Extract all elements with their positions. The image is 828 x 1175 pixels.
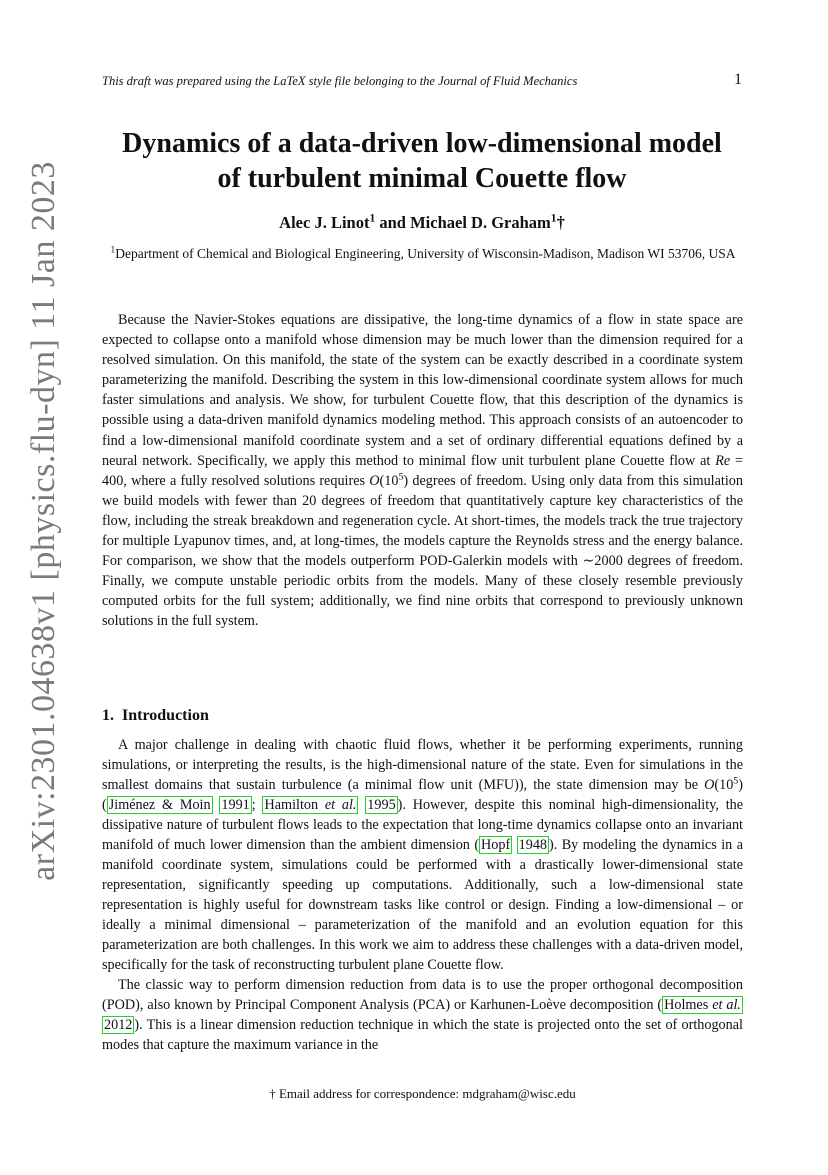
citation-holmes-author: Holmes [664,997,713,1013]
author-graham: Michael D. Graham [410,213,551,232]
intro-cite-open: ( [102,797,107,813]
citation-hamilton-name[interactable] [262,796,358,814]
intro-p2-part-b: ). This is a linear dimension reduction technique in which the state is projected onto the set of orthogonal modes that capture the maximum variance in the [102,1017,743,1053]
abstract [102,310,743,632]
citation-holmes-year[interactable]: 2012 [104,1017,133,1033]
citation-jimenez-moin-year[interactable]: 1991 [221,797,250,813]
citation-holmes-name[interactable] [662,996,743,1014]
paper-title [92,126,752,196]
author-list [92,213,752,233]
abstract-re-value: = 400, where a fully resolved solutions requires [102,452,743,489]
intro-p1-part-c: ). By modeling the dynamics in a manifold coordinate system, simulations could be performed with a drastically lower-dimensional state representation, significantly speeding up computations. Additionally, such a low-dimensional state representation is highly useful for downstream tasks like control or design. Finding a low-dimensional – or ideally a minimal dimensional – parameterization of the manifold and an evolution equation for this parameterization are both challenges. In this work we aim to address these challenges with a data-driven model, specifically for the task of reconstructing turbulent plane Couette flow. [102,837,743,973]
title-line-1: Dynamics of a data-driven low-dimensional model [122,128,722,159]
intro-p1-part-a: A major challenge in dealing with chaotic fluid flows, whether it be performing experiments, running simulations, or interpreting the results, is the high-dimensional nature of the state. Even for simulations in the smallest domains that sustain turbulence (a minimal flow unit (MFU)), the state dimension may be [102,737,743,793]
intro-order-close: ) [738,777,743,793]
author-graham-affil: 1 [550,212,557,225]
citation-hamilton-year[interactable]: 1995 [367,797,396,813]
intro-p2-part-a: The classic way to perform dimension reduction from data is to use the proper orthogonal decomposition (POD), also known by Principal Component Analysis (PCA) or Karhunen-Loève decomposition ( [102,977,743,1013]
intro-p1-part-b: ). However, despite this nominal high-dimensionality, the dissipative nature of turbulent flows leads to the expectation that long-time dynamics collapse onto an invariant manifold of much lower dimension than the ambient dimension ( [102,797,744,853]
title-line-2: of turbulent minimal Couette flow [217,163,627,194]
abstract-order-symbol: O [369,472,380,489]
section-heading-introduction [102,707,209,725]
citation-holmes-etal: et al. [712,997,741,1013]
citation-hamilton-etal: et al. [324,797,357,813]
intro-cite-separator: ; [251,797,263,813]
author-separator: and [375,213,411,232]
citation-jimenez-moin-name[interactable]: Jiménez & Moin [108,797,211,813]
author-linot: Alec J. Linot [279,213,370,232]
citation-hopf-year[interactable]: 1948 [518,837,548,853]
running-head: This draft was prepared using the LaTeX style file belonging to the Journal of Fluid Mechanics [102,74,578,88]
citation-hamilton-author: Hamilton [264,797,325,813]
abstract-part-2: degrees of freedom. Using only data from this simulation we build models with fewer than 20 degrees of freedom that quantitatively capture key characteristics of the flow, including the streak breakdown and regeneration cycle. At short-times, the models track the true trajectory for multiple Lyapunov times, and, at long-times, the models capture the Reynolds stress and the energy balance. For comparison, we show that the models outperform POD-Galerkin models with ∼2000 degrees of freedom. Finally, we compute unstable periodic orbits from the models. Many of these closely resemble previously computed orbits for the full system; additionally, we find nine orbits that correspond to previously unknown solutions in the full system. [102,472,743,630]
arxiv-identifier: arXiv:2301.04638v1 [physics.flu-dyn] 11 Jan 2023 [25,160,62,881]
intro-order-exponent: 5 [733,775,739,787]
affiliation [110,245,736,262]
abstract-re-symbol: Re [715,452,731,469]
author-graham-dagger: † [556,213,565,232]
abstract-order-close: ) [403,472,409,489]
intro-paragraph-2 [102,975,743,1055]
page-number: 1 [734,71,742,88]
section-number: 1. [102,707,114,724]
arxiv-identifier-margin [20,160,68,881]
affiliation-text: Department of Chemical and Biological Engineering, University of Wisconsin-Madison, Madison WI 53706, USA [115,246,736,261]
correspondence-footnote: † Email address for correspondence: mdgraham@wisc.edu [269,1086,576,1101]
abstract-order-exponent: 5 [398,471,404,483]
citation-hopf-name[interactable]: Hopf [481,837,511,853]
affiliation-marker: 1 [110,245,116,256]
introduction-body [102,735,743,1055]
section-title: Introduction [122,707,209,724]
abstract-order-arg: (10 [379,472,399,489]
abstract-part-1: Because the Navier-Stokes equations are dissipative, the long-time dynamics of a flow in state space are expected to collapse onto a manifold whose dimension may be much lower than the dimension required for a resolved simulation. On this manifold, the state of the system can be exactly described in a coordinate system parameterizing the manifold. Describing the system in this low-dimensional coordinate system allows for much faster simulations and analysis. We show, for turbulent Couette flow, that this description of the dynamics is possible using a data-driven manifold dynamics modeling method. This approach consists of an autoencoder to find a low-dimensional manifold coordinate system and a set of ordinary differential equations defined by a neural network. Specifically, we apply this method to minimal flow unit turbulent plane Couette flow at [102,312,743,469]
intro-order-symbol: O [704,777,715,793]
author-linot-affil: 1 [369,212,376,225]
intro-paragraph-1 [102,735,743,975]
intro-order-arg: (10 [714,777,734,793]
